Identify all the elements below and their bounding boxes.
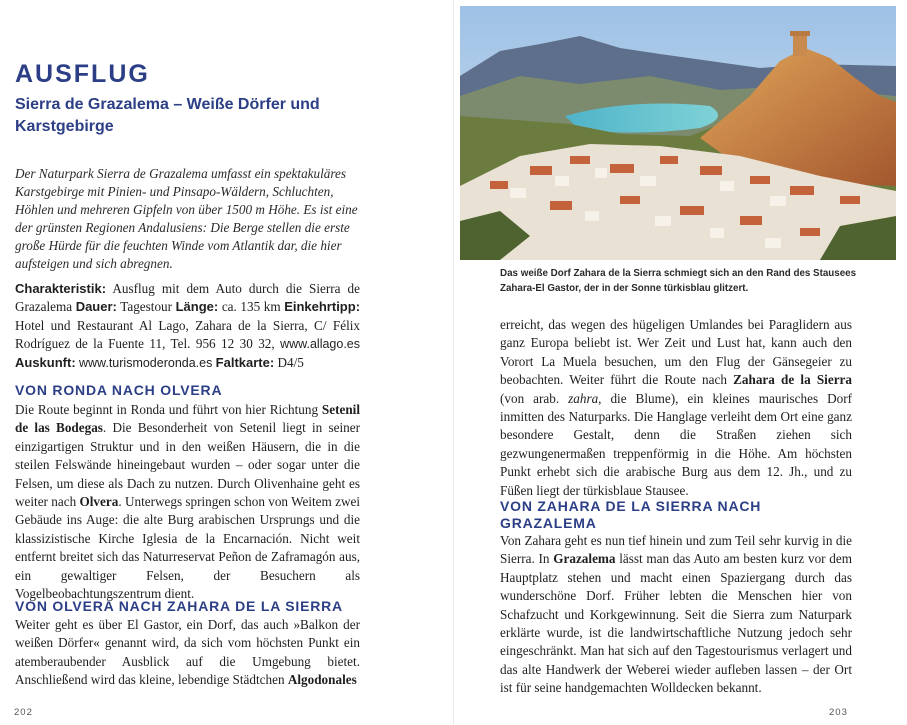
text-segment: (von arab. [500, 390, 569, 406]
text-zahara-grazalema [500, 532, 852, 698]
heading-olvera-zahara: VON OLVERA NACH ZAHARA DE LA SIERRA [15, 598, 343, 614]
page-number-right: 203 [829, 707, 848, 718]
info-map: D4/5 [277, 354, 304, 370]
text-segment: Die Route beginnt in Ronda und führt von hier Richtung [15, 402, 322, 417]
text-segment: Weiter geht es über El Gastor, ein Dorf, das auch »Balkon der weißen Dörfer« genannt wird, da sich vom höchsten Punkt ein atemberaubender Ausblick auf die Umgebung bietet. Anschließend wird das kleine, lebendige Städtchen [15, 617, 360, 688]
place-olvera: Olvera [79, 494, 119, 510]
place-algodonales: Algodonales [287, 672, 357, 688]
text-segment: erreicht, das wegen des hügeligen Umlandes bei Paraglidern aus ganz Europa beliebt ist. Wer Zeit und Lust hat, kann auch den Vorort La Muela besuchen, um den Flug der Gänsegeier zu beobachten. Weiter führt die Route nach [500, 317, 852, 388]
article-title: Sierra de Grazalema – Weiße Dörfer und Karstgebirge [15, 96, 320, 135]
label-duration: Dauer: [75, 299, 117, 315]
text-segment: lässt man das Auto am besten kurz vor dem Hauptplatz stehen und macht einen Spaziergang durch das wunderschöne Dorf. Früher lebten die Menschen hier von Schafzucht und Korkgewinnung. Seit die Sierra zum Naturpark erklärte wurde, ist die landwirtschaftliche Nutzung jedoch sehr eingeschränkt. Man hat sich auf den Tagestourismus verlagert und das alte Handwerk der Weberei wieder aufleben lassen – der Ort ist für seine handgemachten Wolldecken bekannt. [500, 551, 852, 696]
place-setenil: Setenil de las Bodegas [15, 402, 360, 436]
text-continuation [500, 316, 852, 500]
text-ronda-olvera [15, 401, 360, 603]
place-zahara: Zahara de la Sierra [733, 372, 852, 388]
term-zahra: zahra [568, 390, 599, 406]
label-character: Charakteristik: [15, 281, 107, 296]
info-duration: Tagestour [120, 299, 173, 315]
label-map: Faltkarte: [215, 354, 275, 370]
info-stop: Hotel und Restaurant Al Lago, Zahara de la Sierra, C/ Félix Rodríguez de la Fuente 11, Tel. 956 12 30 32, [15, 317, 360, 352]
link-turismoderonda[interactable]: www.turismoderonda.es [78, 355, 213, 370]
photo-caption: Das weiße Dorf Zahara de la Sierra schmiegt sich an den Rand des Stausees Zahara-El Gastor, der in der Sonne türkisblau glitzert. [500, 268, 857, 294]
text-segment: Von Zahara geht es nun tief hinein und zum Teil sehr kurvig in die Sierra. In [500, 533, 852, 567]
label-info: Auskunft: [15, 354, 76, 370]
label-stop: Einkehrtipp: [284, 299, 361, 315]
text-olvera-zahara [15, 616, 360, 690]
info-character: Ausflug mit dem Auto durch die Sierra de Grazalema [15, 281, 360, 315]
info-length: ca. 135 km [221, 299, 281, 315]
link-allago[interactable]: www.allago.es [280, 337, 361, 352]
intro-paragraph: Der Naturpark Sierra de Grazalema umfasst ein spektakuläres Karstgebirge mit Pinien- und Pinsapo-Wäldern, Schluchten, Höhlen und mehreren Gipfeln von über 1500 m Höhe. Es ist eine der grünsten Regionen Andalusiens: Die Berge stellen die erste große Hürde für die feuchten Winde vom Atlantik dar, die hier aufsteigen und sich abregnen. [15, 166, 358, 271]
heading-ronda-olvera: VON RONDA NACH OLVERA [15, 382, 223, 398]
place-grazalema: Grazalema [553, 551, 616, 567]
text-segment: , die Blume), ein kleines maurisches Dorf inmitten des Naturparks. Die Hanglage verleiht dem Ort eine ganz besondere Gestalt, denn die Straßen ziehen sich gezwungenermaßen treppenförmig in die Höhe. Am höchsten Punkt erhebt sich die arabische Burg aus dem 12. Jh., und zu Füßen liegt der türkisblaue Stausee. [500, 390, 852, 498]
text-segment: . Die Besonderheit von Setenil liegt in seiner einzigartigen Struktur und in den weißen Häusern, die in die steilen Felswände hineingebaut wurden – oder sogar unter die Felsen, um diese als Dach zu nutzen. Durch Olivenhaine geht es weiter nach [15, 420, 360, 510]
info-box [15, 280, 360, 372]
section-kicker: AUSFLUG [15, 60, 150, 88]
photo-illustration [460, 6, 896, 260]
text-segment: . Unterwegs springen schon von Weitem zwei Gebäude ins Auge: die alte Burg arabischen Ursprungs und die klassizistische Kirche Iglesia de la Encarnación. Nicht weit entfernt breitet sich das Naturreservat Peñon de Zaframagón aus, ein gewaltiger Felsen, der Besuchern als Vogelbeobachtungszentrum dient. [15, 494, 360, 602]
page-number-left: 202 [14, 707, 33, 718]
heading-zahara-grazalema: VON ZAHARA DE LA SIERRA NACH GRAZALEMA [500, 498, 762, 531]
label-length: Länge: [175, 299, 219, 315]
right-page [454, 0, 907, 725]
landscape-photo [460, 6, 896, 260]
